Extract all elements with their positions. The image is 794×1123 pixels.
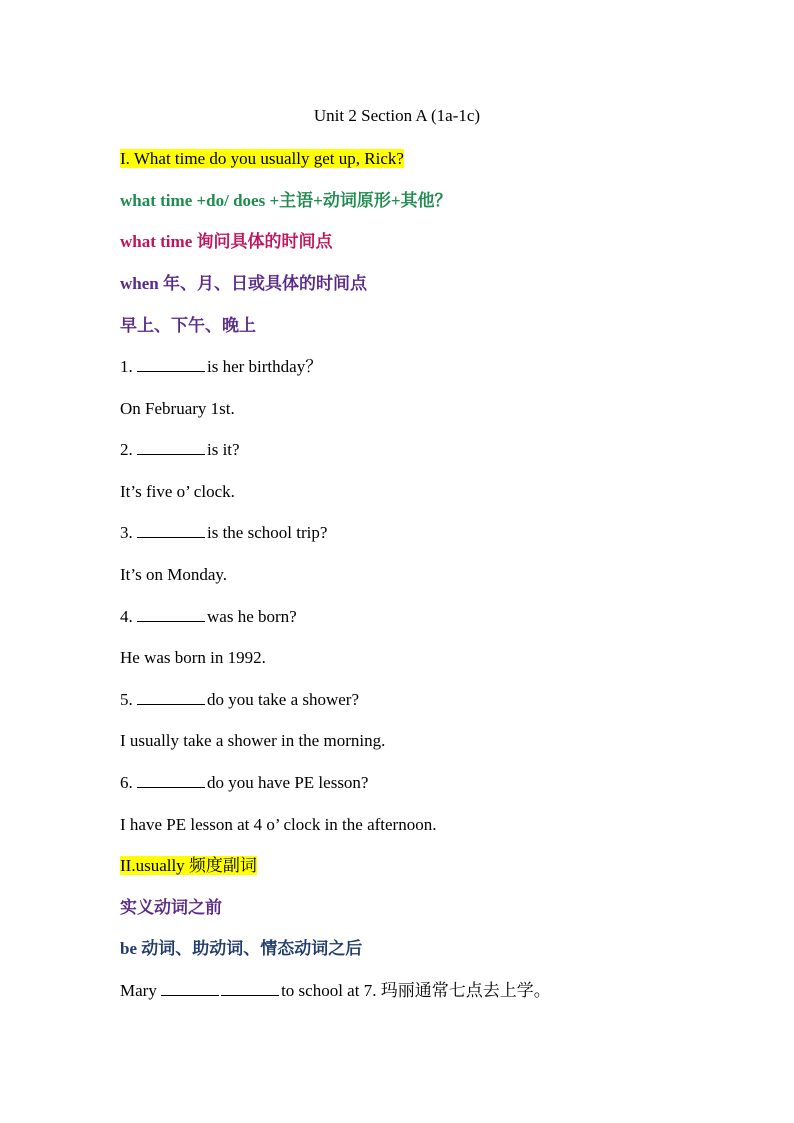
exercise-answer: On February 1st. — [120, 399, 235, 418]
exercise-question-text: is it? — [207, 440, 240, 459]
exercise-answer: He was born in 1992. — [120, 648, 266, 667]
section1-heading-text: I. What time do you usually get up, Rick? — [120, 149, 404, 168]
what-time-line — [120, 231, 332, 253]
exercise-number: 5. — [120, 690, 133, 709]
sentence-end: to school at 7. 玛丽通常七点去上学。 — [281, 981, 551, 1000]
exercise-answer: I have PE lesson at 4 o’ clock in the afternoon. — [120, 815, 437, 834]
exercise-number: 6. — [120, 773, 133, 792]
exercise-question — [120, 522, 327, 544]
rule2-desc: 动词、助动词、情态动词之后 — [141, 939, 363, 958]
exercise-question-text: was he born? — [207, 607, 297, 626]
answer-blank[interactable] — [137, 523, 205, 538]
what-time-key: what time — [120, 232, 193, 251]
answer-blank[interactable] — [221, 981, 279, 996]
answer-blank[interactable] — [137, 690, 205, 705]
what-time-desc: 询问具体的时间点 — [196, 232, 333, 251]
rule2-key: be — [120, 939, 137, 958]
exercise-number: 3. — [120, 523, 133, 542]
exercise-answer: It’s on Monday. — [120, 565, 228, 584]
exercise-question — [120, 689, 359, 711]
times-of-day-line: 早上、下午、晚上 — [120, 316, 256, 335]
rule1-line: 实义动词之前 — [120, 898, 222, 917]
rule2-line — [120, 938, 362, 960]
exercise-question — [120, 606, 297, 628]
exercise-answer: It’s five o’ clock. — [120, 482, 235, 501]
exercise-question-text: is her birthday？ — [207, 357, 323, 376]
when-desc: 年、月、日或具体的时间点 — [162, 274, 367, 293]
section1-heading — [120, 148, 404, 170]
formula-line: what time +do/ does +主语+动词原形+其他？ — [120, 191, 452, 210]
answer-blank[interactable] — [137, 440, 205, 455]
exercise-number: 4. — [120, 607, 133, 626]
fill-in-sentence — [120, 980, 551, 1002]
answer-blank[interactable] — [137, 607, 205, 622]
exercise-number: 1. — [120, 357, 133, 376]
exercise-number: 2. — [120, 440, 133, 459]
when-line — [120, 273, 367, 295]
answer-blank[interactable] — [161, 981, 219, 996]
exercise-question — [120, 439, 240, 461]
exercise-question-text: is the school trip? — [207, 523, 328, 542]
exercise-question-text: do you take a shower? — [207, 690, 360, 709]
sentence-start: Mary — [120, 981, 157, 1000]
exercise-question-text: do you have PE lesson? — [207, 773, 369, 792]
exercise-question — [120, 772, 368, 794]
section2-heading — [120, 855, 257, 877]
answer-blank[interactable] — [137, 773, 205, 788]
section2-heading-text: II.usually 频度副词 — [120, 856, 257, 875]
exercise-answer: I usually take a shower in the morning. — [120, 731, 386, 750]
when-key: when — [120, 274, 159, 293]
exercise-question — [120, 356, 322, 378]
page-title: Unit 2 Section A (1a-1c) — [313, 106, 481, 125]
answer-blank[interactable] — [137, 357, 205, 372]
